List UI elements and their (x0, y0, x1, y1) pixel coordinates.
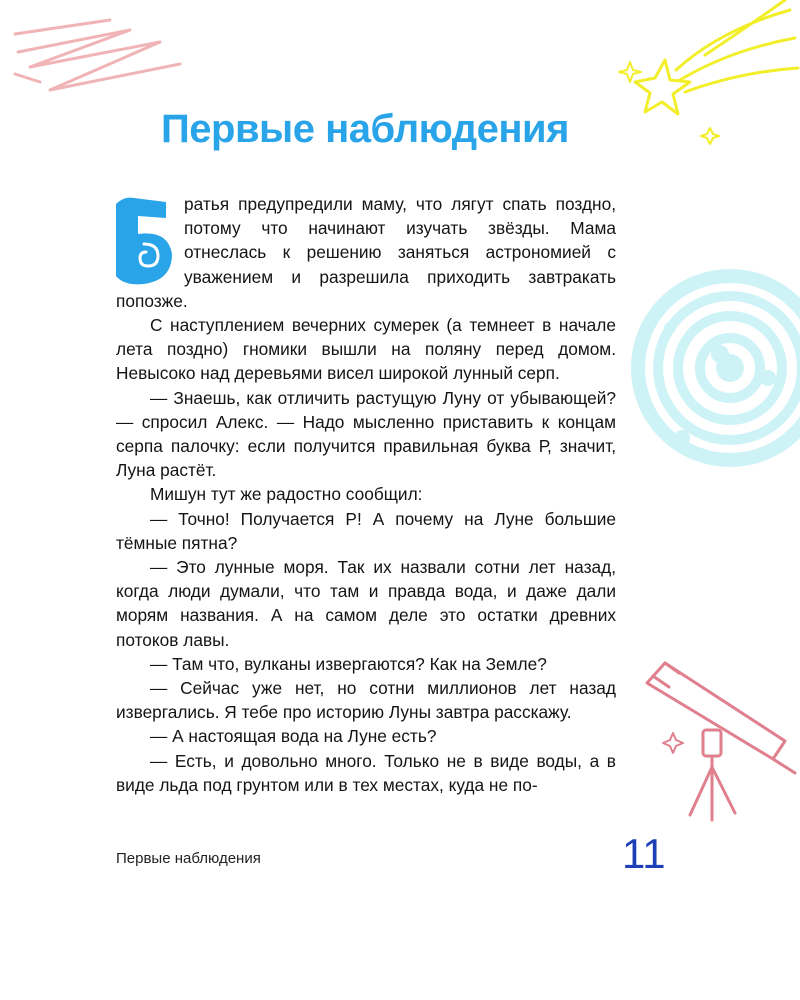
paragraph: — Есть, и довольно много. Только не в виде воды, а в виде льда под грунтом или в тех местах, куда не по- (116, 750, 616, 795)
scribble-decoration (10, 12, 190, 112)
dropcap-letter-b (114, 196, 174, 286)
paragraph: — Там что, вулканы извергаются? Как на Земле? (150, 653, 547, 674)
running-footer-title: Первые наблюдения (116, 850, 261, 867)
paragraph: — А настоящая вода на Луне есть? (150, 726, 437, 747)
telescope-icon (625, 655, 800, 825)
paragraph: — Сейчас уже нет, но сотни миллионов лет назад извергались. Я тебе про историю Луны завтра расскажу. (116, 678, 616, 723)
paragraph: Мишун тут же радостно сообщил: (150, 484, 423, 505)
paragraph: — Знаешь, как отличить растущую Луну от убывающей? — спросил Алекс. — Надо мысленно приставить к концам серпа палочку: если получится правильная буква Р, значит, Луна растёт. (116, 387, 616, 481)
page-number: 11 (622, 830, 666, 877)
paragraph (116, 192, 616, 313)
body-text (116, 192, 616, 797)
chapter-title: Первые наблюдения (161, 107, 569, 151)
paragraph: — Точно! Получается Р! А почему на Луне большие тёмные пятна? (116, 508, 616, 553)
paragraph: С наступлением вечерних сумерек (а темнеет в начале лета поздно) гномики вышли на поляну перед домом. Невысоко над деревьями висел широкой лунный серп. (116, 315, 616, 384)
orbit-decoration (630, 268, 800, 468)
paragraph: — Это лунные моря. Так их назвали сотни лет назад, когда люди думали, что там и правда вода, и даже дали морям названия. А на самом деле это остатки древних потоков лавы. (116, 557, 616, 650)
paragraph-text: ратья предупредили маму, что лягут спать поздно, потому что начинают изучать звёзды. Мама отнеслась к решению заняться астрономией с уважением и разрешила приходить завтракать попозже. (116, 194, 616, 311)
